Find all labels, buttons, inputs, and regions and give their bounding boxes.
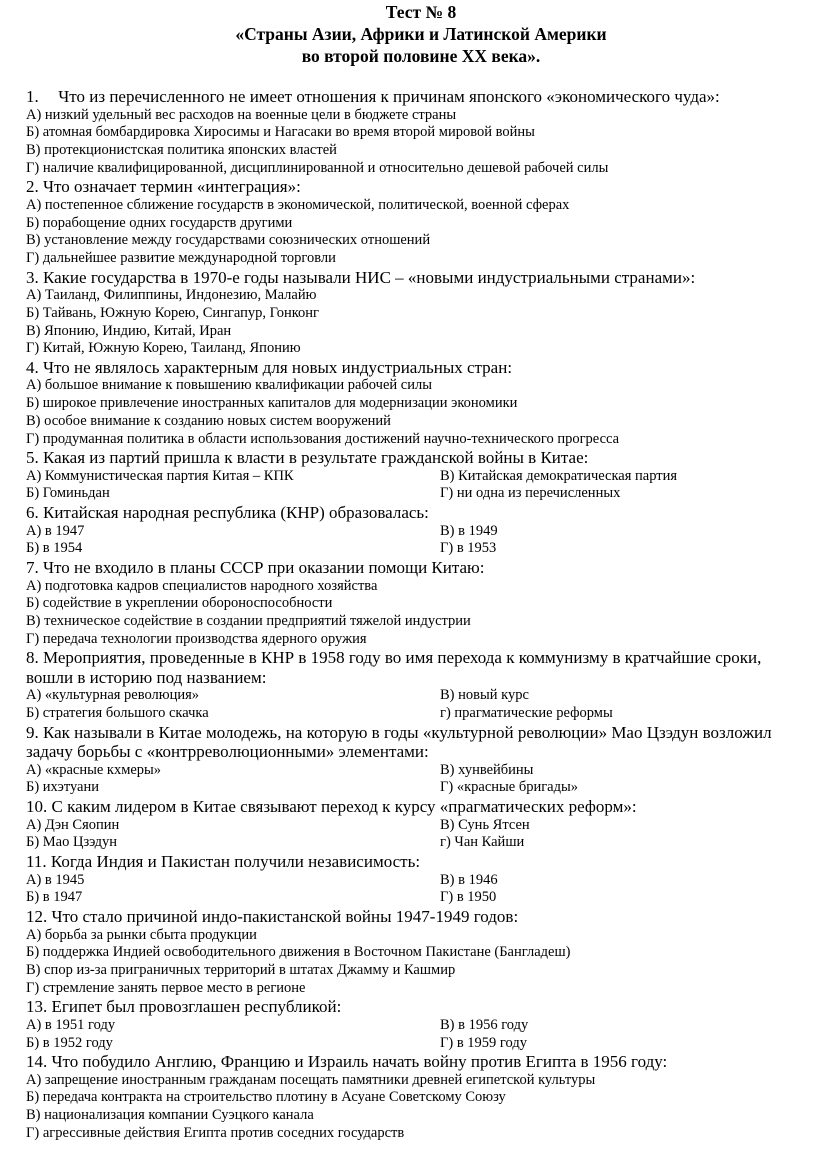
question-list: [26, 87, 808, 1143]
answer-option: А) в 1947: [26, 522, 85, 539]
answer-option: Г) продуманная политика в области использования достижений научно-технического прогресса: [26, 430, 620, 447]
answer-option: В) Сунь Ятсен: [440, 816, 530, 833]
question-text: [26, 448, 808, 468]
question-number: 10.: [26, 797, 48, 817]
answer-option: А) Коммунистическая партия Китая – КПК: [26, 467, 294, 484]
question-text: [26, 907, 808, 927]
test-header: [26, 0, 816, 67]
answer-option: Г) передача технологии производства ядерного оружия: [26, 630, 367, 647]
question-label: С каким лидером в Китае связывают переход к курсу «прагматических реформ»:: [51, 797, 637, 817]
question-number: 11.: [26, 852, 47, 872]
answer-option: Г) стремление занять первое место в регионе: [26, 979, 306, 996]
test-title-line1: «Страны Азии, Африки и Латинской Америки: [235, 24, 607, 44]
answer-option: А) в 1951 году: [26, 1016, 116, 1033]
answer-grid: [26, 1017, 808, 1052]
answer-option: А) в 1945: [26, 871, 85, 888]
question-block: [26, 503, 808, 558]
question-block: [26, 997, 808, 1052]
question-number: 7.: [26, 558, 39, 578]
answer-option: А) большое внимание к повышению квалификации рабочей силы: [26, 377, 432, 394]
question-text: [26, 358, 808, 378]
question-block: [26, 723, 808, 797]
answer-option: Б) порабощение одних государств другими: [26, 214, 293, 231]
answer-option: А) «культурная революция»: [26, 687, 200, 704]
question-number: 4.: [26, 357, 39, 377]
question-label: Как называли в Китае молодежь, на которую в годы «культурной революции» Мао Цзэдун возложил задачу борьбы с «контрреволюционными» элементами:: [26, 722, 772, 762]
answer-option: В) Китайская демократическая партия: [440, 467, 678, 484]
answer-grid: [26, 523, 808, 558]
question-text: [26, 797, 808, 817]
question-block: [26, 358, 808, 448]
question-label: Какие государства в 1970-е годы называли НИС – «новыми индустриальными странами»:: [43, 267, 696, 287]
answer-option: В) в 1946: [440, 871, 498, 888]
test-title-line2: во второй половине ХХ века».: [301, 46, 541, 66]
answer-option: А) запрещение иностранным гражданам посещать памятники древней египетской культуры: [26, 1071, 596, 1088]
answer-option: Б) Мао Цзэдун: [26, 834, 118, 851]
question-label: Китайская народная республика (КНР) образовалась:: [43, 503, 429, 523]
answer-option: Б) Гоминьдан: [26, 485, 110, 502]
question-label: Что из перечисленного не имеет отношения к причинам японского «экономического чуда»:: [58, 87, 720, 106]
answer-option: А) низкий удельный вес расходов на военные цели в бюджете страны: [26, 106, 457, 123]
question-text: [26, 177, 808, 197]
question-text: [26, 558, 808, 578]
answer-option: В) техническое содействие в создании предприятий тяжелой индустрии: [26, 612, 471, 629]
answer-option: Б) поддержка Индией освободительного движения в Восточном Пакистане (Бангладеш): [26, 944, 571, 961]
answer-option: А) «красные кхмеры»: [26, 761, 162, 778]
question-text: [26, 503, 808, 523]
answer-option: Г) «красные бригады»: [440, 779, 578, 796]
answer-option: В) новый курс: [440, 687, 529, 704]
question-block: [26, 797, 808, 852]
answer-option: В) Японию, Индию, Китай, Иран: [26, 322, 232, 339]
test-number: Тест № 8: [385, 2, 457, 22]
answer-option: А) подготовка кадров специалистов народного хозяйства: [26, 577, 378, 594]
answer-option: В) в 1949: [440, 522, 498, 539]
answer-option: Г) Китай, Южную Корею, Таиланд, Японию: [26, 340, 301, 357]
question-number: 5.: [26, 448, 39, 468]
question-number: 12.: [26, 907, 48, 926]
question-label: Когда Индия и Пакистан получили независимость:: [50, 852, 421, 872]
answer-option: Б) в 1947: [26, 889, 83, 906]
question-block: [26, 852, 808, 907]
question-label: Что означает термин «интеграция»:: [43, 177, 301, 197]
answer-option: Г) в 1953: [440, 540, 497, 557]
answer-option: Б) содействие в укреплении обороноспособности: [26, 595, 333, 612]
question-text: [26, 268, 808, 288]
answer-option: В) спор из-за приграничных территорий в штатах Джамму и Кашмир: [26, 961, 456, 978]
question-label: Что стало причиной индо-пакистанской войны 1947-1949 годов:: [51, 907, 519, 926]
question-number: 6.: [26, 503, 39, 523]
answer-grid: [26, 468, 808, 503]
answer-option: А) Таиланд, Филиппины, Индонезию, Малайю: [26, 287, 317, 304]
question-text: [26, 1052, 808, 1072]
answer-option: Г) дальнейшее развитие международной торговли: [26, 249, 336, 266]
answer-option: Б) ихэтуани: [26, 779, 99, 796]
question-label: Что не являлось характерным для новых индустриальных стран:: [43, 357, 513, 377]
question-label: Какая из партий пришла к власти в результате гражданской войны в Китае:: [43, 448, 589, 468]
answer-option: В) хунвейбины: [440, 761, 534, 778]
answer-option: В) протекционистская политика японских властей: [26, 141, 337, 158]
answer-grid: [26, 872, 808, 907]
question-block: [26, 268, 808, 358]
question-label: Что не входило в планы СССР при оказании помощи Китаю:: [43, 558, 485, 578]
answer-option: В) установление между государствами союзнических отношений: [26, 232, 431, 249]
answer-grid: [26, 762, 808, 797]
question-label: Египет был провозглашен республикой:: [51, 997, 342, 1017]
answer-option: А) постепенное сближение государств в экономической, политической, военной сферах: [26, 196, 570, 213]
answer-option: Б) атомная бомбардировка Хиросимы и Нагасаки во время второй мировой войны: [26, 124, 535, 141]
question-block: [26, 87, 808, 177]
answer-option: Б) Тайвань, Южную Корею, Сингапур, Гонконг: [26, 304, 319, 321]
answer-option: Б) стратегия большого скачка: [26, 705, 209, 722]
answer-option: А) Дэн Сяопин: [26, 816, 120, 833]
question-number: 14.: [26, 1052, 48, 1072]
answer-option: г) прагматические реформы: [440, 705, 613, 722]
question-number: 2.: [26, 177, 39, 197]
question-text: [26, 997, 808, 1017]
question-block: [26, 648, 808, 722]
answer-option: В) национализация компании Суэцкого канала: [26, 1107, 314, 1124]
question-number: 3.: [26, 267, 39, 287]
answer-option: Г) ни одна из перечисленных: [440, 485, 621, 502]
question-block: [26, 448, 808, 503]
answer-option: Б) широкое привлечение иностранных капиталов для модернизации экономики: [26, 395, 518, 412]
answer-option: Г) в 1950: [440, 889, 497, 906]
question-label: Что побудило Англию, Францию и Израиль начать войну против Египта в 1956 году:: [51, 1052, 668, 1072]
question-block: [26, 558, 808, 648]
answer-option: В) особое внимание к созданию новых систем вооружений: [26, 412, 391, 429]
answer-grid: [26, 687, 808, 722]
answer-option: А) борьба за рынки сбыта продукции: [26, 926, 257, 943]
question-block: [26, 1052, 808, 1142]
question-text: [26, 648, 808, 687]
question-label: Мероприятия, проведенные в КНР в 1958 году во имя перехода к коммунизму в кратчайшие сроки, вошли в историю под названием:: [26, 648, 762, 687]
answer-option: Б) в 1954: [26, 540, 83, 557]
question-text: [26, 87, 808, 107]
question-number: 8.: [26, 648, 39, 668]
answer-option: Г) агрессивные действия Египта против соседних государств: [26, 1124, 405, 1141]
question-number: 13.: [26, 997, 48, 1017]
question-text: [26, 723, 808, 762]
question-number: 9.: [26, 722, 39, 742]
answer-option: г) Чан Кайши: [440, 834, 525, 851]
question-text: [26, 852, 808, 872]
question-number: 1.: [26, 87, 39, 106]
answer-option: Г) наличие квалифицированной, дисциплинированной и относительно дешевой рабочей силы: [26, 159, 609, 176]
question-block: [26, 177, 808, 267]
answer-option: Г) в 1959 году: [440, 1034, 527, 1051]
answer-option: Б) в 1952 году: [26, 1034, 113, 1051]
answer-grid: [26, 817, 808, 852]
question-block: [26, 907, 808, 997]
answer-option: В) в 1956 году: [440, 1016, 529, 1033]
answer-option: Б) передача контракта на строительство плотину в Асуане Советскому Союзу: [26, 1089, 506, 1106]
